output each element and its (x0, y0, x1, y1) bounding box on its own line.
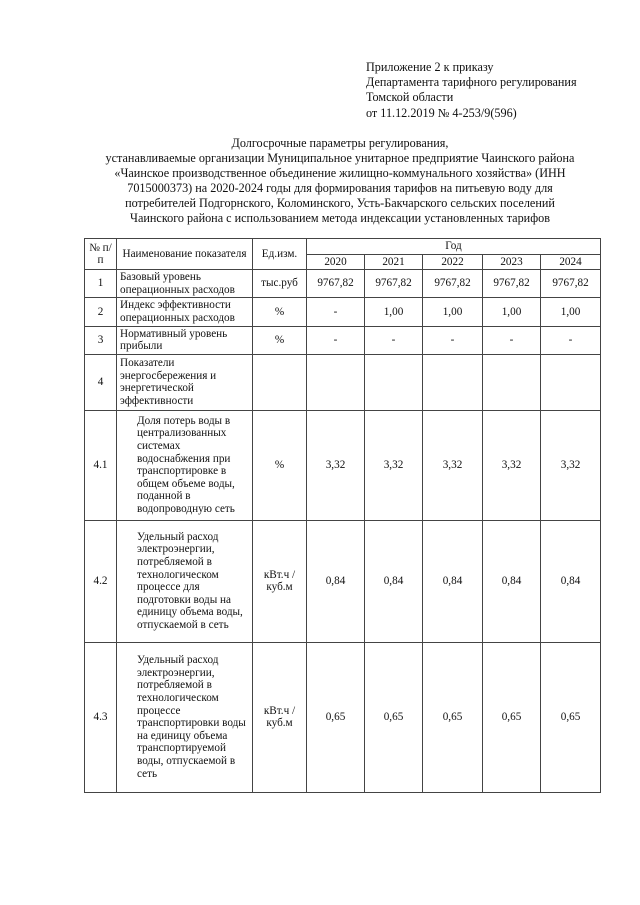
order-date-line: от 11.12.2019 № 4-253/9(596) (366, 105, 517, 120)
table-row (85, 354, 601, 410)
row-value: - (307, 298, 365, 326)
row-value: - (423, 326, 483, 354)
row-value: 0,65 (483, 642, 541, 792)
row-value: 0,65 (541, 642, 601, 792)
row-value: - (541, 326, 601, 354)
regulation-parameters-table (84, 238, 601, 793)
table-row (85, 298, 601, 326)
row-value: - (365, 326, 423, 354)
row-num: 4.2 (85, 520, 117, 642)
document-title (60, 136, 620, 226)
title-line: 7015000373) на 2020-2024 годы для формирования тарифов на питьевую воду для (127, 181, 553, 195)
row-value: - (483, 326, 541, 354)
row-name: Показатели энергосбережения и энергетической эффективности (117, 354, 253, 410)
row-num: 4.3 (85, 642, 117, 792)
row-value: 0,84 (541, 520, 601, 642)
table-row (85, 642, 601, 792)
title-line: Долгосрочные параметры регулирования, (231, 136, 449, 150)
row-num: 4 (85, 354, 117, 410)
row-name: Базовый уровень операционных расходов (117, 270, 253, 298)
row-num: 2 (85, 298, 117, 326)
row-unit: кВт.ч / куб.м (253, 520, 307, 642)
title-line: устанавливаемые организации Муниципальное унитарное предприятие Чаинского района (105, 151, 575, 165)
row-value: 0,84 (483, 520, 541, 642)
row-value: 3,32 (365, 410, 423, 520)
row-value: 0,65 (423, 642, 483, 792)
row-name: Индекс эффективности операционных расходов (117, 298, 253, 326)
row-value: - (307, 326, 365, 354)
header-year: Год (307, 239, 601, 255)
row-value: 9767,82 (483, 270, 541, 298)
row-value: 0,84 (365, 520, 423, 642)
row-value: 1,00 (365, 298, 423, 326)
title-line: потребителей Подгорнского, Коломинского, Усть-Бакчарского сельских поселений (125, 196, 555, 210)
row-value: 0,65 (307, 642, 365, 792)
row-unit: % (253, 326, 307, 354)
order-annex-header (366, 60, 636, 121)
row-value (483, 354, 541, 410)
row-unit: % (253, 298, 307, 326)
row-num: 1 (85, 270, 117, 298)
row-value: 9767,82 (307, 270, 365, 298)
row-num: 4.1 (85, 410, 117, 520)
row-value: 3,32 (541, 410, 601, 520)
row-value: 1,00 (541, 298, 601, 326)
header-year-2020: 2020 (307, 254, 365, 270)
table-row (85, 326, 601, 354)
header-year-2021: 2021 (365, 254, 423, 270)
row-value: 9767,82 (423, 270, 483, 298)
header-num: № п/п (85, 239, 117, 270)
row-num: 3 (85, 326, 117, 354)
region-line: Томской области (366, 90, 454, 105)
row-value: 9767,82 (365, 270, 423, 298)
title-line: Чаинского района с использованием метода индексации установленных тарифов (130, 211, 550, 225)
header-year-2023: 2023 (483, 254, 541, 270)
row-name: Нормативный уровень прибыли (117, 326, 253, 354)
row-value (541, 354, 601, 410)
department-line: Департамента тарифного регулирования (366, 75, 577, 90)
row-value: 1,00 (423, 298, 483, 326)
annex-line: Приложение 2 к приказу (366, 60, 494, 74)
row-unit: тыс.руб (253, 270, 307, 298)
row-value (307, 354, 365, 410)
row-value: 3,32 (307, 410, 365, 520)
row-value: 3,32 (423, 410, 483, 520)
table-row (85, 270, 601, 298)
row-value (365, 354, 423, 410)
row-name: Удельный расход электроэнергии, потребляемой в технологическом процессе для подготовки воды на единицу объема воды, отпускаемой в сеть (117, 520, 253, 642)
row-value: 9767,82 (541, 270, 601, 298)
header-year-2024: 2024 (541, 254, 601, 270)
header-name: Наименование показателя (117, 239, 253, 270)
row-name: Удельный расход электроэнергии, потребляемой в технологическом процессе транспортировки воды на единицу объема транспортируемой воды, отпускаемой в сеть (117, 642, 253, 792)
row-value: 0,84 (307, 520, 365, 642)
header-year-2022: 2022 (423, 254, 483, 270)
title-line: «Чаинское производственное объединение жилищно-коммунального хозяйства» (ИНН (114, 166, 566, 180)
row-value: 0,65 (365, 642, 423, 792)
row-value: 1,00 (483, 298, 541, 326)
row-unit: кВт.ч / куб.м (253, 642, 307, 792)
table-row (85, 410, 601, 520)
header-unit: Ед.изм. (253, 239, 307, 270)
row-unit (253, 354, 307, 410)
row-value: 0,84 (423, 520, 483, 642)
table-row (85, 520, 601, 642)
row-value: 3,32 (483, 410, 541, 520)
row-name: Доля потерь воды в централизованных системах водоснабжения при транспортировке в общем объеме воды, поданной в водопроводную сеть (117, 410, 253, 520)
row-value (423, 354, 483, 410)
row-unit: % (253, 410, 307, 520)
